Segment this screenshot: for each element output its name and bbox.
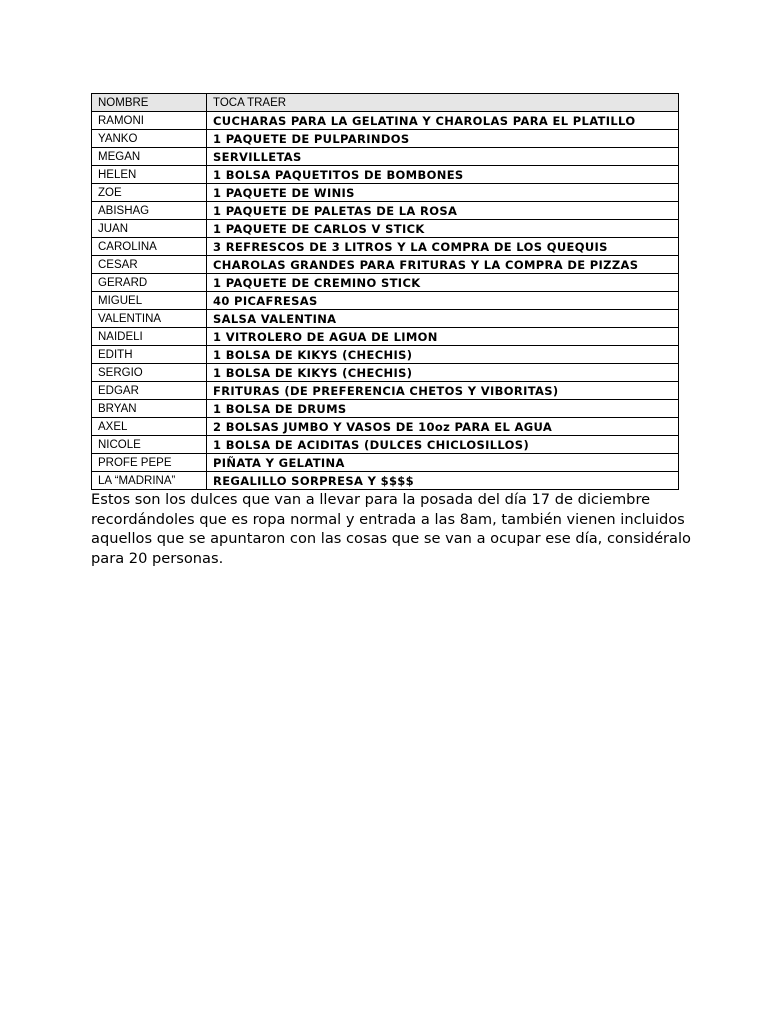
table-row — [92, 472, 679, 490]
assignment-table — [91, 93, 679, 490]
table-row — [92, 202, 679, 220]
table-row — [92, 346, 679, 364]
note-paragraph: Estos son los dulces que van a llevar para la posada del día 17 de diciembre recordándoles que es ropa normal y entrada a las 8am, también vienen incluidos aquellos que se apuntaron con las cosas que se van a ocupar ese día, considéralo para 20 personas. — [91, 491, 691, 567]
item-cell: SERVILLETAS — [207, 148, 679, 166]
item-cell: 1 PAQUETE DE CREMINO STICK — [207, 274, 679, 292]
item-cell: SALSA VALENTINA — [207, 310, 679, 328]
table-row — [92, 274, 679, 292]
item-cell: 1 BOLSA DE KIKYS (CHECHIS) — [207, 346, 679, 364]
item-cell: 1 PAQUETE DE PULPARINDOS — [207, 130, 679, 148]
item-cell: 1 BOLSA DE ACIDITAS (DULCES CHICLOSILLOS) — [207, 436, 679, 454]
name-cell: JUAN — [92, 220, 207, 238]
item-cell: REGALILLO SORPRESA Y $$$$ — [207, 472, 679, 490]
name-cell: ZOE — [92, 184, 207, 202]
name-cell: VALENTINA — [92, 310, 207, 328]
name-cell: NICOLE — [92, 436, 207, 454]
item-cell: 2 BOLSAS JUMBO Y VASOS DE 10oz PARA EL AGUA — [207, 418, 679, 436]
name-cell: CAROLINA — [92, 238, 207, 256]
item-cell: FRITURAS (DE PREFERENCIA CHETOS Y VIBORITAS) — [207, 382, 679, 400]
name-cell: AXEL — [92, 418, 207, 436]
table-body — [92, 112, 679, 490]
table-row — [92, 328, 679, 346]
name-cell: EDITH — [92, 346, 207, 364]
table-row — [92, 184, 679, 202]
item-cell: 1 PAQUETE DE PALETAS DE LA ROSA — [207, 202, 679, 220]
table-row — [92, 256, 679, 274]
table-row — [92, 292, 679, 310]
table-header — [92, 94, 679, 112]
table-row — [92, 454, 679, 472]
item-cell: 1 VITROLERO DE AGUA DE LIMON — [207, 328, 679, 346]
item-cell: PIÑATA Y GELATINA — [207, 454, 679, 472]
item-cell: CHAROLAS GRANDES PARA FRITURAS Y LA COMPRA DE PIZZAS — [207, 256, 679, 274]
table-row — [92, 400, 679, 418]
name-cell: BRYAN — [92, 400, 207, 418]
item-cell: 1 BOLSA PAQUETITOS DE BOMBONES — [207, 166, 679, 184]
name-cell: GERARD — [92, 274, 207, 292]
item-cell: 1 BOLSA DE KIKYS (CHECHIS) — [207, 364, 679, 382]
name-cell: LA “MADRINA” — [92, 472, 207, 490]
header-row — [92, 94, 679, 112]
table-row — [92, 382, 679, 400]
table-row — [92, 436, 679, 454]
table-row — [92, 112, 679, 130]
column-header-name: NOMBRE — [92, 94, 207, 112]
table-row — [92, 418, 679, 436]
name-cell: MEGAN — [92, 148, 207, 166]
name-cell: YANKO — [92, 130, 207, 148]
name-cell: ABISHAG — [92, 202, 207, 220]
item-cell: 3 REFRESCOS DE 3 LITROS Y LA COMPRA DE LOS QUEQUIS — [207, 238, 679, 256]
name-cell: SERGIO — [92, 364, 207, 382]
table-row — [92, 310, 679, 328]
name-cell: PROFE PEPE — [92, 454, 207, 472]
name-cell: RAMONI — [92, 112, 207, 130]
table-row — [92, 364, 679, 382]
table-row — [92, 130, 679, 148]
item-cell: 1 PAQUETE DE WINIS — [207, 184, 679, 202]
item-cell: 1 PAQUETE DE CARLOS V STICK — [207, 220, 679, 238]
table-row — [92, 220, 679, 238]
table-row — [92, 166, 679, 184]
name-cell: MIGUEL — [92, 292, 207, 310]
table-row — [92, 238, 679, 256]
item-cell: CUCHARAS PARA LA GELATINA Y CHAROLAS PARA EL PLATILLO — [207, 112, 679, 130]
name-cell: CESAR — [92, 256, 207, 274]
name-cell: HELEN — [92, 166, 207, 184]
name-cell: EDGAR — [92, 382, 207, 400]
name-cell: NAIDELI — [92, 328, 207, 346]
column-header-item: TOCA TRAER — [207, 94, 679, 112]
item-cell: 40 PICAFRESAS — [207, 292, 679, 310]
item-cell: 1 BOLSA DE DRUMS — [207, 400, 679, 418]
table-row — [92, 148, 679, 166]
